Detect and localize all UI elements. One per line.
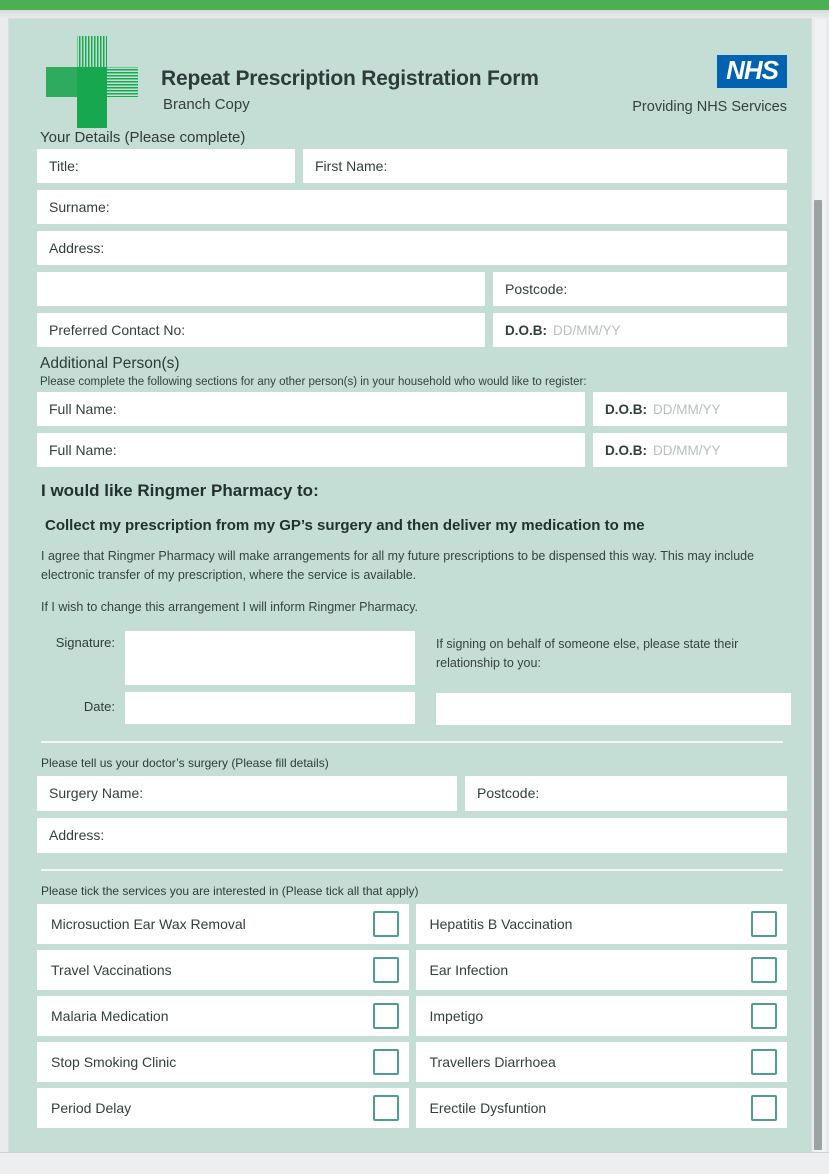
contact-no-field[interactable] — [37, 313, 485, 347]
nhs-tagline: Providing NHS Services — [632, 98, 787, 115]
additional-person-2-dob-field[interactable] — [593, 433, 787, 467]
service-row[interactable] — [37, 1042, 409, 1082]
service-row[interactable] — [37, 950, 409, 990]
row-title-firstname — [37, 149, 787, 183]
signature-area — [37, 631, 787, 725]
service-checkbox[interactable] — [751, 1003, 777, 1029]
service-row[interactable] — [37, 1088, 409, 1128]
additional-person-1-dob-label: D.O.B: — [605, 401, 647, 417]
service-label: Stop Smoking Clinic — [51, 1053, 177, 1070]
service-row[interactable] — [416, 996, 788, 1036]
surgery-address-field[interactable] — [37, 818, 787, 853]
service-label: Erectile Dysfuntion — [429, 1099, 547, 1116]
page-title: Repeat Prescription Registration Form — [161, 67, 539, 90]
title-label: Title: — [49, 158, 79, 174]
row-surname — [37, 190, 787, 224]
signature-label: Signature: — [55, 635, 115, 651]
signature-input[interactable] — [125, 631, 415, 685]
address-field[interactable] — [37, 231, 787, 265]
additional-person-2-dob-label: D.O.B: — [605, 442, 647, 458]
relationship-input[interactable] — [436, 693, 791, 725]
contact-no-label: Preferred Contact No: — [49, 322, 186, 338]
browser-top-accent-bar — [0, 0, 829, 10]
service-label: Ear Infection — [429, 961, 509, 978]
service-checkbox[interactable] — [751, 1095, 777, 1121]
date-input[interactable] — [125, 692, 415, 724]
postcode-field[interactable] — [493, 272, 787, 306]
declaration-paragraph-1: I agree that Ringmer Pharmacy will make arrangements for all my future prescriptions to be dispensed this way. This may include electronic transfer of my prescription, where the service is available. — [41, 549, 755, 583]
service-label: Travel Vaccinations — [51, 961, 172, 978]
form-header — [37, 19, 787, 129]
services-grid — [37, 904, 787, 1134]
surgery-name-label: Surgery Name: — [49, 785, 144, 802]
service-checkbox[interactable] — [373, 1003, 399, 1029]
form-page — [9, 19, 811, 1152]
surgery-address-label: Address: — [49, 827, 105, 844]
declaration-paragraph-2: If I wish to change this arrangement I will inform Ringmer Pharmacy. — [41, 599, 418, 614]
address-line2-field[interactable] — [37, 272, 485, 306]
service-label: Travellers Diarrhoea — [429, 1053, 556, 1070]
address-label: Address: — [49, 240, 105, 256]
nhs-branding — [632, 55, 787, 115]
your-details-heading: Your Details (Please complete) — [40, 129, 246, 146]
service-label: Period Delay — [51, 1099, 132, 1116]
service-row[interactable] — [416, 1042, 788, 1082]
additional-person-1-name-label: Full Name: — [49, 401, 117, 417]
surgery-name-field[interactable] — [37, 776, 457, 811]
service-row[interactable] — [37, 904, 409, 944]
signature-left-column — [41, 631, 415, 725]
surgery-postcode-label: Postcode: — [477, 785, 540, 802]
row-surgery-address — [37, 818, 787, 853]
service-label: Hepatitis B Vaccination — [429, 915, 573, 932]
additional-persons-subheading: Please complete the following sections for any other person(s) in your household who would like to register: — [40, 376, 587, 388]
service-checkbox[interactable] — [373, 1049, 399, 1075]
row-address2-postcode — [37, 272, 787, 306]
service-checkbox[interactable] — [373, 957, 399, 983]
service-label: Malaria Medication — [51, 1007, 169, 1024]
dob-placeholder: DD/MM/YY — [553, 322, 621, 338]
surname-field[interactable] — [37, 190, 787, 224]
declaration-title: I would like Ringmer Pharmacy to: — [41, 481, 319, 500]
additional-person-row-2 — [37, 433, 787, 467]
dob-label: D.O.B: — [505, 322, 547, 338]
signature-right-column — [436, 631, 791, 725]
service-label: Impetigo — [429, 1007, 484, 1024]
section-divider-1 — [41, 741, 783, 743]
declaration-option: Collect my prescription from my GP’s surgery and then deliver my medication to me — [45, 517, 645, 534]
services-left-column — [37, 904, 409, 1134]
green-pharmacy-cross-icon — [46, 36, 138, 128]
surgery-heading: Please tell us your doctor’s surgery (Please fill details) — [41, 755, 329, 770]
first-name-label: First Name: — [315, 158, 388, 174]
date-line — [41, 692, 415, 724]
relationship-text: If signing on behalf of someone else, please state their relationship to you: — [436, 637, 739, 670]
title-block — [161, 67, 539, 113]
signature-line — [41, 631, 415, 685]
service-checkbox[interactable] — [751, 911, 777, 937]
additional-person-2-name-field[interactable] — [37, 433, 585, 467]
service-row[interactable] — [37, 996, 409, 1036]
additional-person-row-1 — [37, 392, 787, 426]
services-right-column — [416, 904, 788, 1134]
service-row[interactable] — [416, 950, 788, 990]
services-heading: Please tick the services you are interested in (Please tick all that apply) — [41, 883, 419, 898]
service-checkbox[interactable] — [373, 1095, 399, 1121]
additional-person-1-name-field[interactable] — [37, 392, 585, 426]
additional-person-2-dob-placeholder: DD/MM/YY — [653, 442, 721, 458]
service-row[interactable] — [416, 1088, 788, 1128]
additional-person-1-dob-field[interactable] — [593, 392, 787, 426]
additional-person-2-name-label: Full Name: — [49, 442, 117, 458]
service-checkbox[interactable] — [373, 911, 399, 937]
page-subtitle: Branch Copy — [163, 96, 250, 113]
postcode-label: Postcode: — [505, 281, 568, 297]
first-name-field[interactable] — [303, 149, 787, 183]
section-divider-2 — [41, 869, 783, 871]
form-content — [9, 19, 811, 1134]
service-row[interactable] — [416, 904, 788, 944]
service-checkbox[interactable] — [751, 1049, 777, 1075]
service-checkbox[interactable] — [751, 957, 777, 983]
surname-label: Surname: — [49, 199, 110, 215]
nhs-logo: NHS — [717, 55, 787, 88]
vertical-scrollbar-thumb[interactable] — [814, 200, 822, 1150]
date-label: Date: — [83, 699, 115, 715]
row-surgery-name-postcode — [37, 776, 787, 811]
row-contact-dob — [37, 313, 787, 347]
dob-field[interactable] — [493, 313, 787, 347]
additional-person-1-dob-placeholder: DD/MM/YY — [653, 401, 721, 417]
vertical-scrollbar-track[interactable] — [815, 19, 826, 1152]
row-address — [37, 231, 787, 265]
declaration-section — [37, 481, 787, 725]
title-field[interactable] — [37, 149, 295, 183]
window-bottom-strip — [0, 1152, 829, 1174]
additional-persons-heading: Additional Person(s) — [40, 355, 180, 372]
surgery-postcode-field[interactable] — [465, 776, 787, 811]
service-label: Microsuction Ear Wax Removal — [51, 915, 246, 932]
browser-chrome-gap — [0, 10, 829, 19]
